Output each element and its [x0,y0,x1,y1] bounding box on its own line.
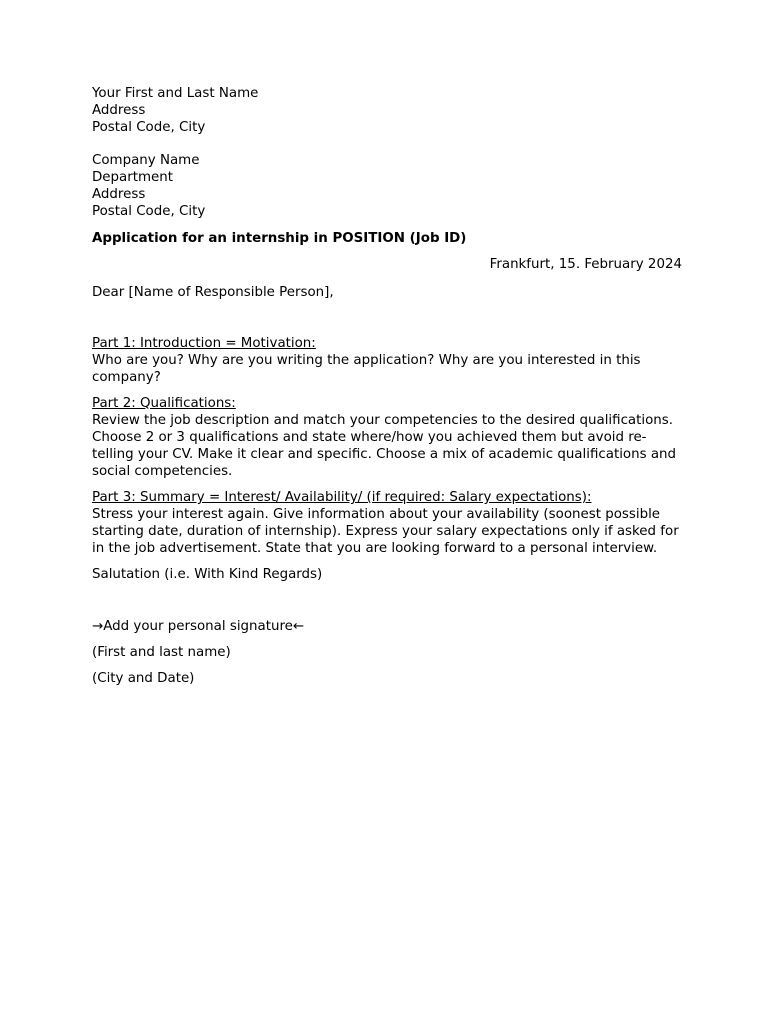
section-body: Stress your interest again. Give information about your availability (soonest possible starting date, duration of internship). Express your salary expectations only if asked for in the job advertisement. State that you are looking forward to a personal interview. [92,507,679,556]
recipient-postal-city: Postal Code, City [92,204,206,219]
signature-placeholder: →Add your personal signature← [92,619,305,634]
name-placeholder: (First and last name) [92,645,231,660]
sender-block [92,85,682,136]
city-date-placeholder: (City and Date) [92,671,195,686]
section-introduction [92,335,682,386]
section-summary [92,489,682,557]
sender-postal-city: Postal Code, City [92,120,206,135]
letter-date: Frankfurt, 15. February 2024 [489,257,682,272]
section-qualifications [92,395,682,480]
letter-subject: Application for an internship in POSITION (Job ID) [92,231,467,246]
section-heading: Part 3: Summary = Interest/ Availability/ (if required: Salary expectations): [92,490,592,505]
section-body: Review the job description and match your competencies to the desired qualifications. Choose 2 or 3 qualifications and state where/how you achieved them but avoid re-telling your CV. Make it clear and specific. Choose a mix of academic qualifications and social competencies. [92,413,677,479]
section-body: Who are you? Why are you writing the application? Why are you interested in this company? [92,353,641,385]
letter-page [92,85,682,696]
sender-name: Your First and Last Name [92,86,259,101]
recipient-company: Company Name [92,153,200,168]
section-heading: Part 2: Qualifications: [92,396,236,411]
letter-greeting: Dear [Name of Responsible Person], [92,285,334,300]
sender-address: Address [92,103,146,118]
recipient-department: Department [92,170,174,185]
recipient-block [92,152,682,220]
section-heading: Part 1: Introduction = Motivation: [92,336,316,351]
letter-salutation: Salutation (i.e. With Kind Regards) [92,567,323,582]
recipient-address: Address [92,187,146,202]
